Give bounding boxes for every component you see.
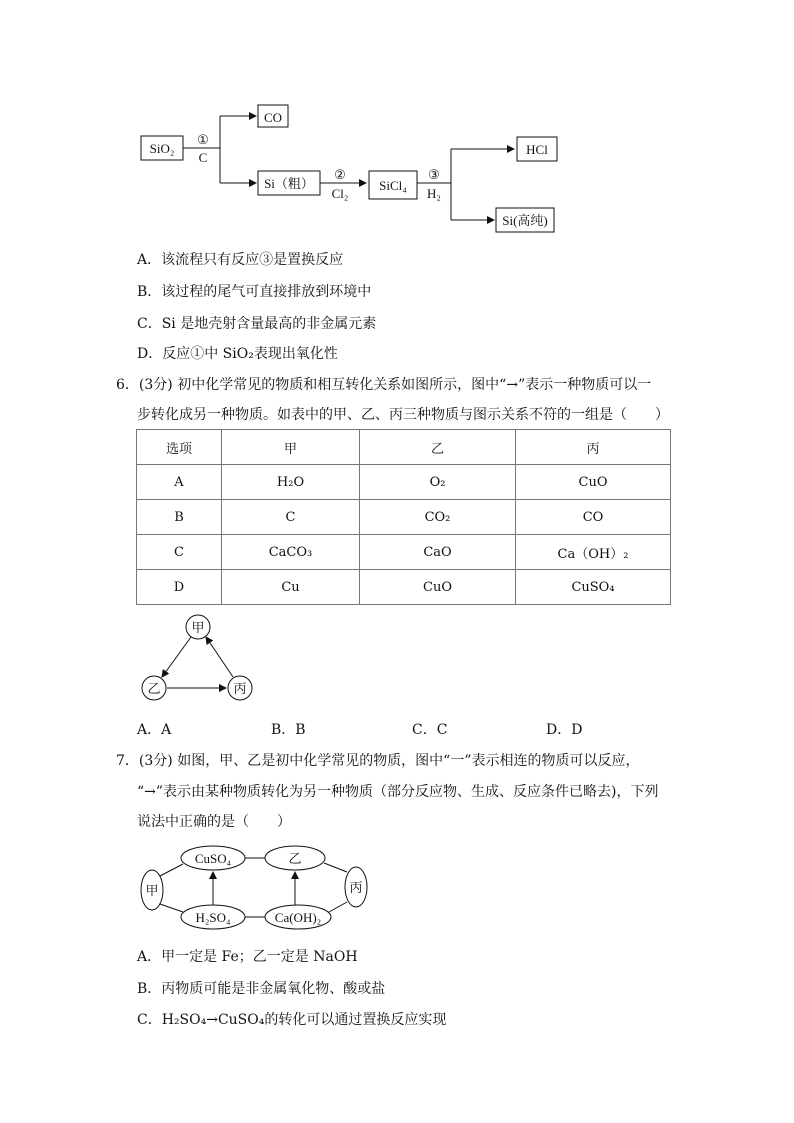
q5-option-b: B．该过程的尾气可直接排放到环境中 — [137, 284, 372, 300]
q7-relation-diagram — [138, 838, 378, 938]
table-cell: Cu — [222, 570, 360, 605]
table-cell: C — [222, 500, 360, 535]
sicl4-label: SiCl₄ — [379, 178, 407, 193]
step2-label: ② — [334, 167, 346, 182]
q7-option-c: C．H₂SO₄→CuSO₄的转化可以通过置换反应实现 — [137, 1012, 447, 1028]
table-cell: Ca（OH）₂ — [516, 535, 671, 570]
q6-table — [136, 429, 671, 605]
table-row — [137, 570, 671, 605]
table-cell: CO — [516, 500, 671, 535]
bing-label: 丙 — [233, 681, 247, 696]
table-cell: CuO — [516, 465, 671, 500]
reagent2-label: Cl₂ — [331, 186, 349, 201]
table-cell: A — [137, 465, 222, 500]
q6-option-b: B．B — [271, 722, 306, 738]
table-cell: CaCO₃ — [222, 535, 360, 570]
yi-label: 乙 — [288, 851, 302, 866]
cuso4-label: CuSO₄ — [194, 851, 232, 866]
step3-label: ③ — [428, 167, 440, 182]
table-cell: CO₂ — [360, 500, 516, 535]
q6-stem-line2: 步转化成另一种物质。如表中的甲、乙、丙三种物质与图示关系不符的一组是（ ） — [137, 407, 669, 423]
q7-stem-line1: 7．(3分) 如图，甲、乙是初中化学常见的物质，图中“一”表示相连的物质可以反应， — [116, 753, 640, 769]
table-cell: CuO — [360, 570, 516, 605]
q5-option-c: C．Si 是地壳射含量最高的非金属元素 — [137, 316, 377, 332]
q6-option-d: D．D — [546, 722, 583, 738]
yi-label: 乙 — [147, 681, 161, 696]
bing-label: 丙 — [349, 880, 363, 895]
q6-option-c: C．C — [412, 722, 448, 738]
table-cell: O₂ — [360, 465, 516, 500]
si-pure-label: Si(高纯) — [502, 213, 548, 228]
q5-flow-diagram — [130, 95, 570, 240]
header-jia: 甲 — [222, 430, 360, 465]
table-row — [137, 535, 671, 570]
jia-label: 甲 — [191, 620, 205, 635]
q5-option-a: A．该流程只有反应③是置换反应 — [137, 252, 344, 268]
table-header-row — [137, 430, 671, 465]
q6-triangle-diagram — [135, 608, 265, 708]
q7-option-b: B．丙物质可能是非金属氧化物、酸或盐 — [137, 981, 386, 997]
table-cell: C — [137, 535, 222, 570]
table-row — [137, 465, 671, 500]
step1-label: ① — [197, 132, 209, 147]
header-option: 选项 — [137, 430, 222, 465]
table-row — [137, 500, 671, 535]
jia-label: 甲 — [145, 883, 159, 898]
h2so4-label: H₂SO₄ — [195, 910, 231, 925]
table-cell: CuSO₄ — [516, 570, 671, 605]
q7-stem-line3: 说法中正确的是（ ） — [137, 814, 291, 830]
q7-option-a: A．甲一定是 Fe；乙一定是 NaOH — [137, 949, 358, 965]
hcl-label: HCl — [526, 142, 548, 157]
si-crude-label: Si（粗） — [264, 176, 314, 191]
co-label: CO — [263, 110, 283, 125]
q5-option-d: D．反应①中 SiO₂表现出氧化性 — [137, 346, 338, 362]
header-bing: 丙 — [516, 430, 671, 465]
reagent3-label: H₂ — [427, 186, 441, 201]
header-yi: 乙 — [360, 430, 516, 465]
reagent1-label: C — [198, 150, 208, 165]
sio2-label: SiO₂ — [149, 141, 175, 156]
table-cell: CaO — [360, 535, 516, 570]
q6-stem-line1: 6．(3分) 初中化学常见的物质和相互转化关系如图所示，图中“→”表示一种物质可以一 — [116, 377, 652, 393]
table-cell: H₂O — [222, 465, 360, 500]
table-cell: D — [137, 570, 222, 605]
q6-option-a: A．A — [137, 722, 172, 738]
caoh2-label: Ca(OH)₂ — [274, 910, 322, 925]
q7-stem-line2: “→”表示由某种物质转化为另一种物质（部分反应物、生成、反应条件已略去)，下列 — [137, 784, 659, 800]
table-cell: B — [137, 500, 222, 535]
